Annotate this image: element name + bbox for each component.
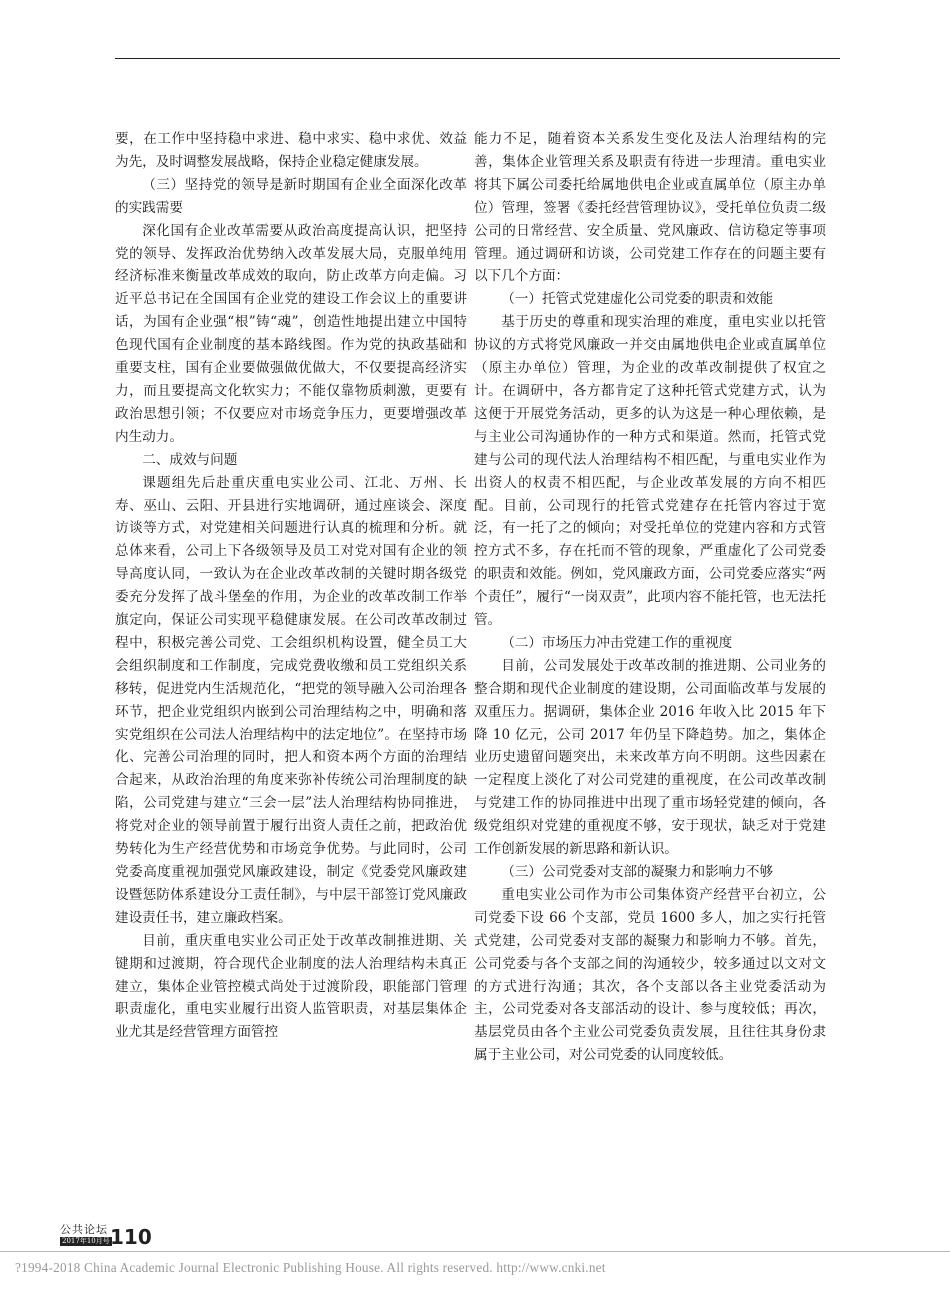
copyright-notice: ?1994-2018 China Academic Journal Electronic Publishing House. All rights reserved. http://www.cnki.net [15,1260,606,1275]
paragraph: 课题组先后赴重庆重电实业公司、江北、万州、长寿、巫山、云阳、开县进行实地调研，通过座谈会、深度访谈等方式，对党建相关问题进行认真的梳理和分析。就总体来看，公司上下各级领导及员工对党对国有企业的领导高度认同，一致认为在企业改革改制的关键时期各级党委充分发挥了战斗堡垒的作用，为企业的改革改制工作举旗定向，保证公司实现平稳健康发展。在公司改革改制过程中，积极完善公司党、工会组织机构设置，健全员工大会组织制度和工作制度，完成党费收缴和员工党组织关系移转，促进党内生活规范化，“把党的领导融入公司治理各环节，把企业党组织内嵌到公司治理结构之中，明确和落实党组织在公司法人治理结构中的法定地位”。在坚持市场化、完善公司治理的同时，把人和资本两个方面的治理结合起来，从政治治理的角度来弥补传统公司治理制度的缺陷，公司党建与建立“三会一层”法人治理结构协同推进，将党对企业的领导前置于履行出资人责任之前，把政治优势转化为生产经营优势和市场竞争优势。与此同时，公司党委高度重视加强党风廉政建设，制定《党委党风廉政建设暨惩防体系建设分工责任制》，与中层干部签订党风廉政建设责任书，建立廉政档案。 [115,474,467,926]
paragraph: 目前，公司发展处于改革改制的推进期、公司业务的整合期和现代企业制度的建设期，公司面临改革与发展的双重压力。据调研，集体企业 2016 年收入比 2015 年下降 10 亿元，公司 2017 年仍呈下降趋势。加之，集体企业历史遗留问题突出，未来改革方向不明朗。这些因素在一定程度上淡化了对公司党建的重视度，在公司改革改制与党建工作的协同推进中出现了重市场轻党建的倾向，各级党组织对党建的重视度不够，安于现状，缺乏对于党建工作创新发展的新思路和新认识。 [474,657,826,858]
section-heading: （三）坚持党的领导是新时期国有企业全面深化改革的实践需要 [115,176,467,216]
paragraph: 目前，重庆重电实业公司正处于改革改制推进期、关键期和过渡期，符合现代企业制度的法人治理结构未真正建立，集体企业管控模式尚处于过渡阶段，职能部门管理职责虚化，重电实业履行出资人监管职责，对基层集体企业尤其是经营管理方面管控 [115,932,467,1041]
section-heading: 二、成效与问题 [142,451,238,468]
journal-name: 公共论坛 [60,1223,108,1236]
header-rule [115,58,840,59]
footer-rule [0,1251,950,1252]
paragraph: 基于历史的尊重和现实治理的难度，重电实业以托管协议的方式将党风廉政一并交由属地供电企业或直属单位（原主办单位）管理，为企业的改革改制提供了权宜之计。在调研中，各方都肯定了这种托管式党建方式，认为这便于开展党务活动，更多的认为这是一种心理依赖，是与主业公司沟通协作的一种方式和渠道。然而，托管式党建与公司的现代法人治理结构不相匹配，与重电实业作为出资人的权责不相匹配，与企业改革发展的方向不相匹配。目前，公司现行的托管式党建存在托管内容过于宽泛，有一托了之的倾向；对受托单位的党建内容和方式管控方式不多，存在托而不管的现象，严重虚化了公司党委的职责和效能。例如，党风廉政方面，公司党委应落实“两个责任”，履行“一岗双责”，此项内容不能托管，也无法托管。 [474,314,826,629]
issue-date: 2017年10月号 [62,1237,110,1245]
right-column [474,128,826,1067]
paragraph: 能力不足，随着资本关系发生变化及法人治理结构的完善，集体企业管理关系及职责有待进一步理清。重电实业将其下属公司委托给属地供电企业或直属单位（原主办单位）管理，签署《委托经营管理协议》，受托单位负责二级公司的日常经营、安全质量、党风廉政、信访稳定等事项管理。通过调研和访谈，公司党建工作存在的问题主要有以下几个方面： [474,131,826,285]
section-heading: （二）市场压力冲击党建工作的重视度 [501,634,733,651]
paragraph: 重电实业公司作为市公司集体资产经营平台初立，公司党委下设 66 个支部，党员 1600 多人，加之实行托管式党建，公司党委对支部的凝聚力和影响力不够。首先，公司党委与各个支部之间的沟通较少，较多通过以文对文的方式进行沟通；其次，各个支部以各主业党委活动为主，公司党委对各支部活动的设计、参与度较低；再次，基层党员由各个主业公司党委负责发展，且往往其身份隶属于主业公司，对公司党委的认同度较低。 [474,886,826,1064]
paragraph: 要，在工作中坚持稳中求进、稳中求实、稳中求优、效益为先，及时调整发展战略，保持企业稳定健康发展。 [115,131,467,170]
section-heading: （三）公司党委对支部的凝聚力和影响力不够 [501,864,774,880]
paragraph: 深化国有企业改革需要从政治高度提高认识，把坚持党的领导、发挥政治优势纳入改革发展大局，克服单纯用经济标准来衡量改革成效的取向，防止改革方向走偏。习近平总书记在全国国有企业党的建设工作会议上的重要讲话，为国有企业强“根”铸“魂”，创造性地提出建立中国特色现代国有企业制度的基本路线图。作为党的执政基础和重要支柱，国有企业要做强做优做大，不仅要提高经济实力，而且要提高文化软实力；不能仅靠物质刺激，更要有政治思想引领；不仅要应对市场竞争压力，更要增强改革内生动力。 [115,222,467,445]
left-column [115,128,467,1044]
page-number: 110 [110,1225,152,1249]
section-heading: （一）托管式党建虚化公司党委的职责和效能 [501,291,774,308]
